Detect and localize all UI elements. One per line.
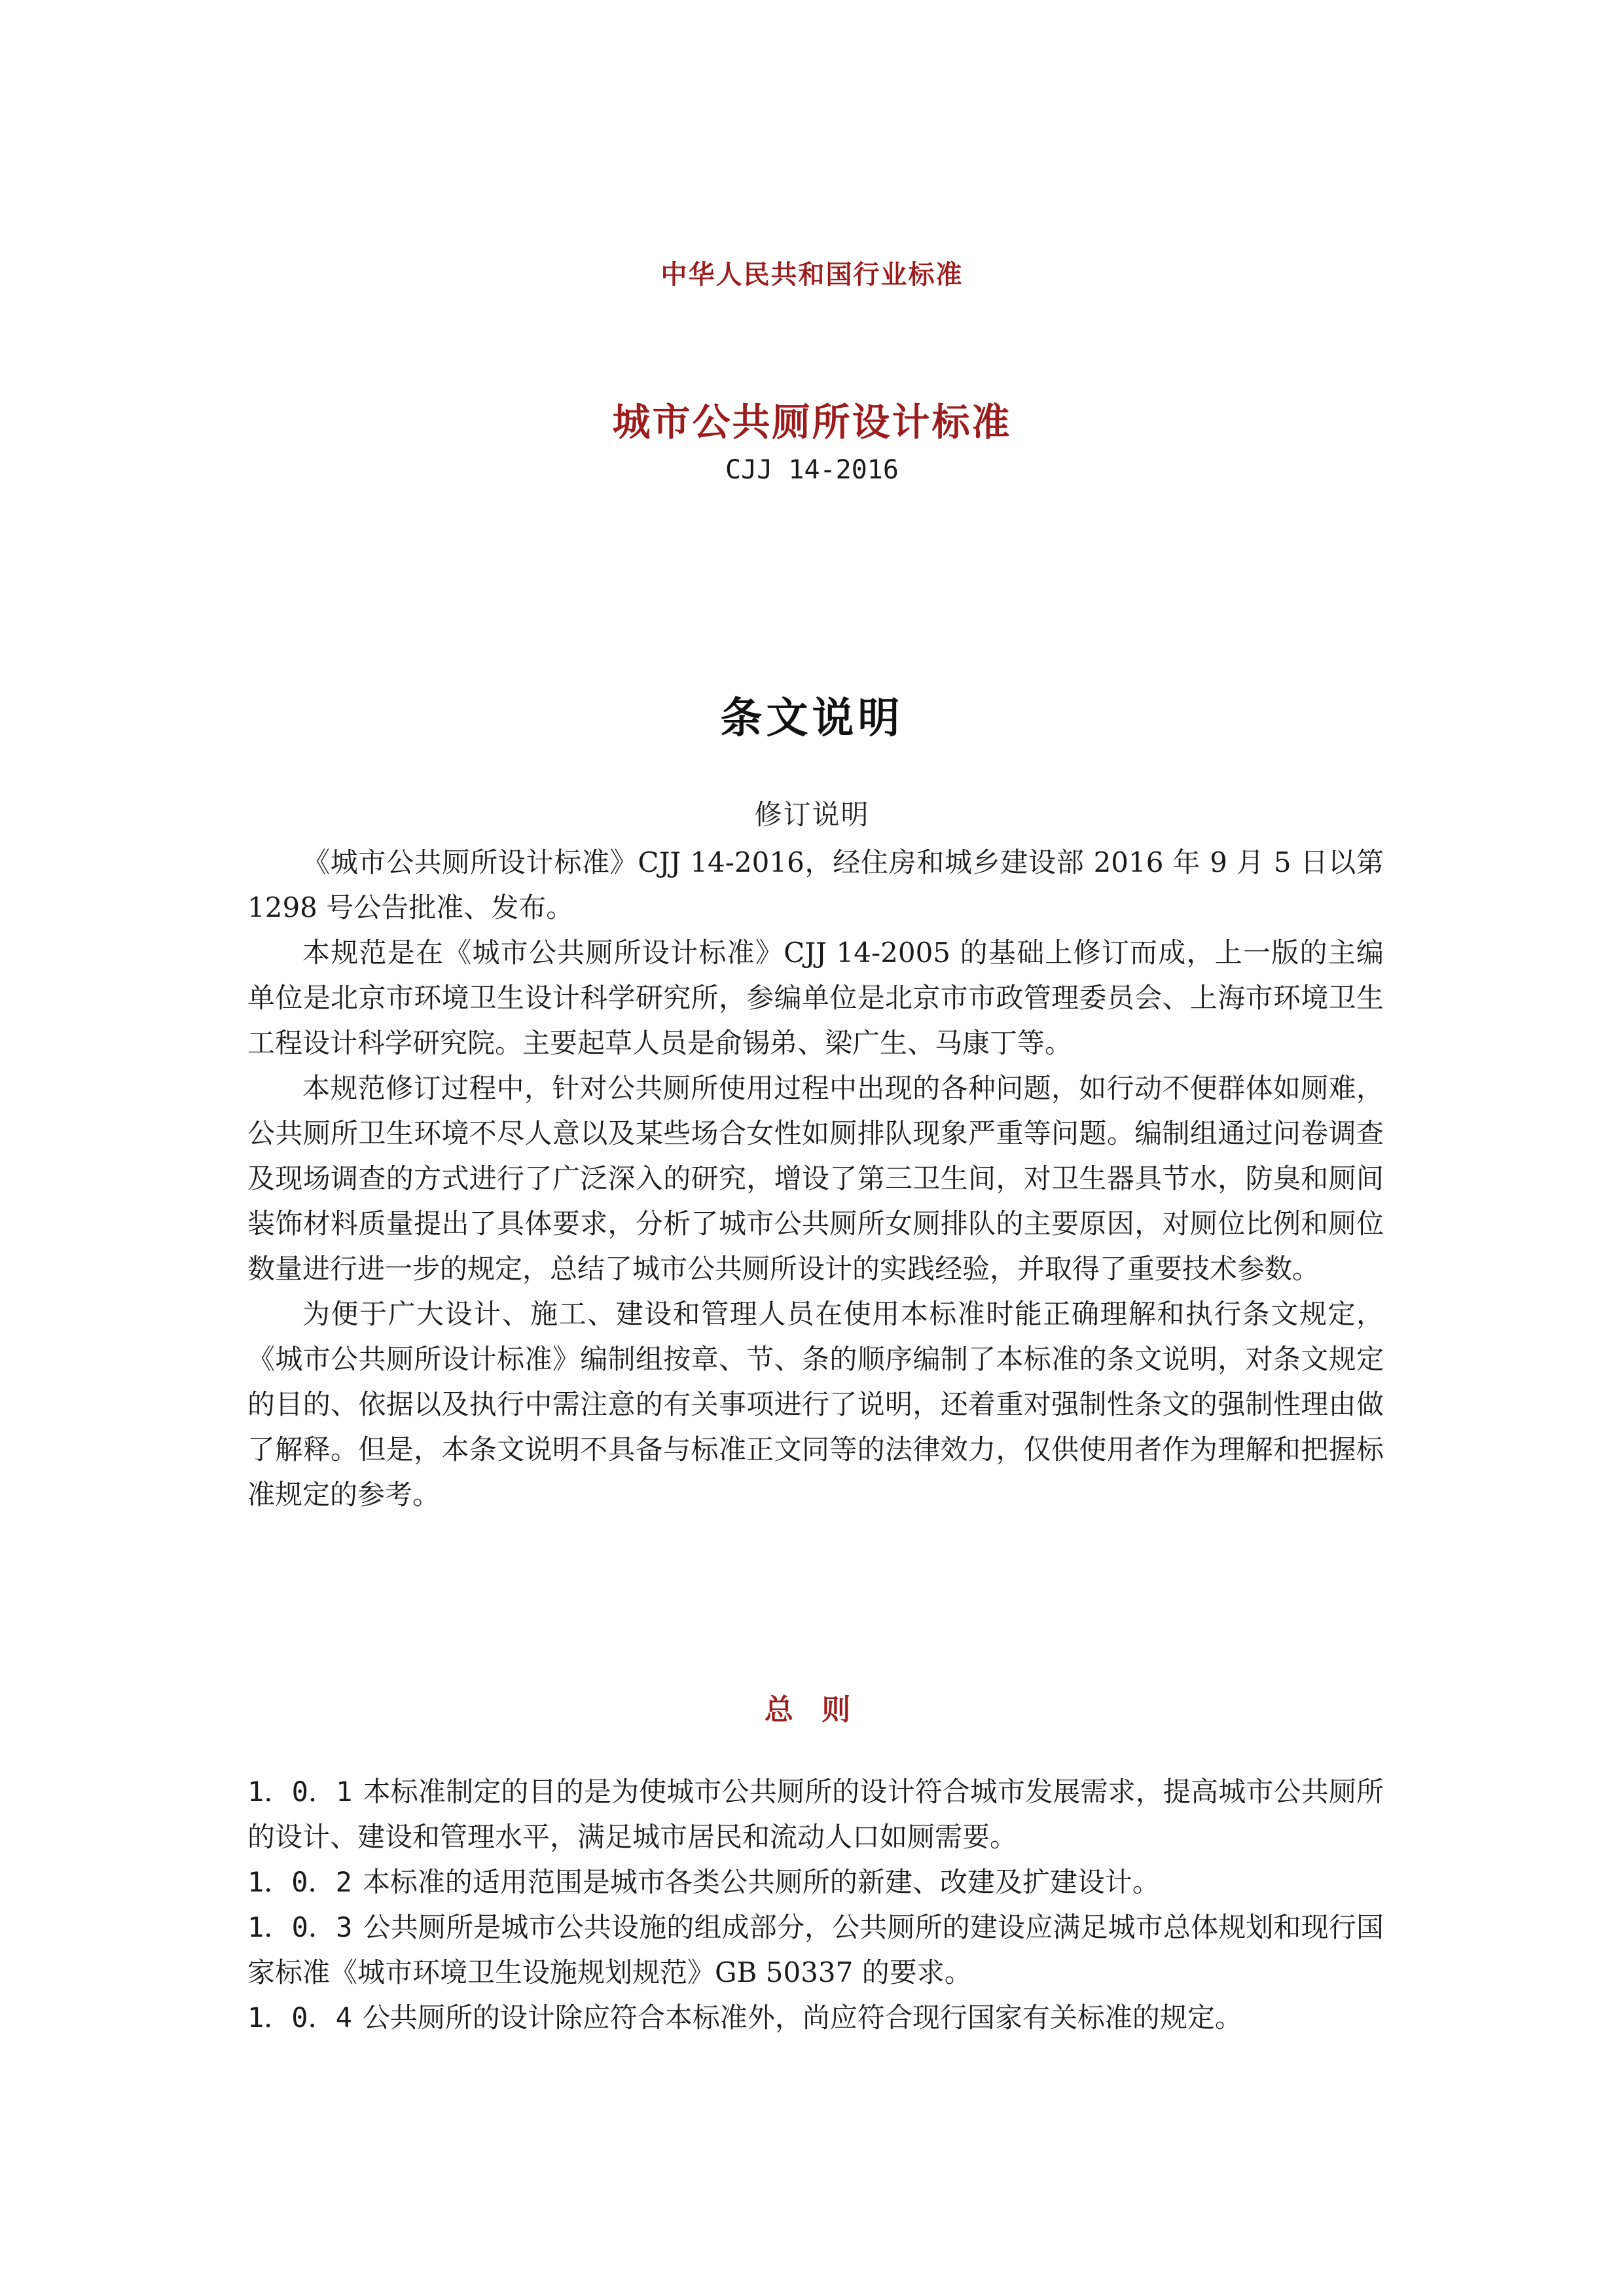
section-title: 条文说明 [720,694,904,743]
clause-text: 本标准制定的目的是为使城市公共厕所的设计符合城市发展需求，提高城市公共厕所的设计、建设和管理水平，满足城市居民和流动人口如厕需要。 [247,1776,1384,1853]
standard-code: CJJ 14-2016 [725,455,899,485]
clause-list [247,1769,1384,2040]
chapter-title: 总 则 [764,1693,860,1727]
clause [247,1905,1384,1995]
paragraph: 为便于广大设计、施工、建设和管理人员在使用本标准时能正确理解和执行条文规定，《城市公共厕所设计标准》编制组按章、节、条的顺序编制了本标准的条文说明，对条文规定的目的、依据以及执行中需注意的有关事项进行了说明，还着重对强制性条文的强制性理由做了解释。但是，本条文说明不具备与标准正文同等的法律效力，仅供使用者作为理解和把握标准规定的参考。 [247,1298,1384,1511]
paragraph: 本规范是在《城市公共厕所设计标准》CJJ 14-2005 的基础上修订而成，上一版的主编单位是北京市环境卫生设计科学研究所，参编单位是北京市市政管理委员会、上海市环境卫生工程设计科学研究院。主要起草人员是俞锡弟、梁广生、马康丁等。 [247,937,1384,1059]
revision-notes-title: 修订说明 [754,798,870,831]
clause-text: 公共厕所的设计除应符合本标准外，尚应符合现行国家有关标准的规定。 [362,2001,1242,2034]
clause-number: 1．0．3 [247,1911,353,1943]
issuing-organization: 中华人民共和国行业标准 [660,260,964,290]
paragraph: 本规范修订过程中，针对公共厕所使用过程中出现的各种问题，如行动不便群体如厕难，公共厕所卫生环境不尽人意以及某些场合女性如厕排队现象严重等问题。编制组通过问卷调查及现场调查的方式进行了广泛深入的研究，增设了第三卫生间，对卫生器具节水，防臭和厕间装饰材料质量提出了具体要求，分析了城市公共厕所女厕排队的主要原因，对厕位比例和厕位数量进行进一步的规定，总结了城市公共厕所设计的实践经验，并取得了重要技术参数。 [247,1072,1384,1285]
clause [247,1995,1384,2040]
clause [247,1769,1384,1859]
clause-number: 1．0．2 [247,1866,352,1898]
standard-title: 城市公共厕所设计标准 [612,400,1012,444]
clause-text: 公共厕所是城市公共设施的组成部分，公共厕所的建设应满足城市总体规划和现行国家标准《城市环境卫生设施规划规范》GB 50337 的要求。 [247,1911,1384,1988]
clause [247,1859,1384,1905]
clause-number: 1．0．4 [247,2001,352,2034]
clause-text: 本标准的适用范围是城市各类公共厕所的新建、改建及扩建设计。 [362,1866,1160,1898]
paragraph: 《城市公共厕所设计标准》CJJ 14-2016，经住房和城乡建设部 2016 年 9 月 5 日以第 1298 号公告批准、发布。 [247,846,1384,924]
clause-number: 1．0．1 [247,1776,353,1808]
revision-notes-body [247,840,1384,1517]
